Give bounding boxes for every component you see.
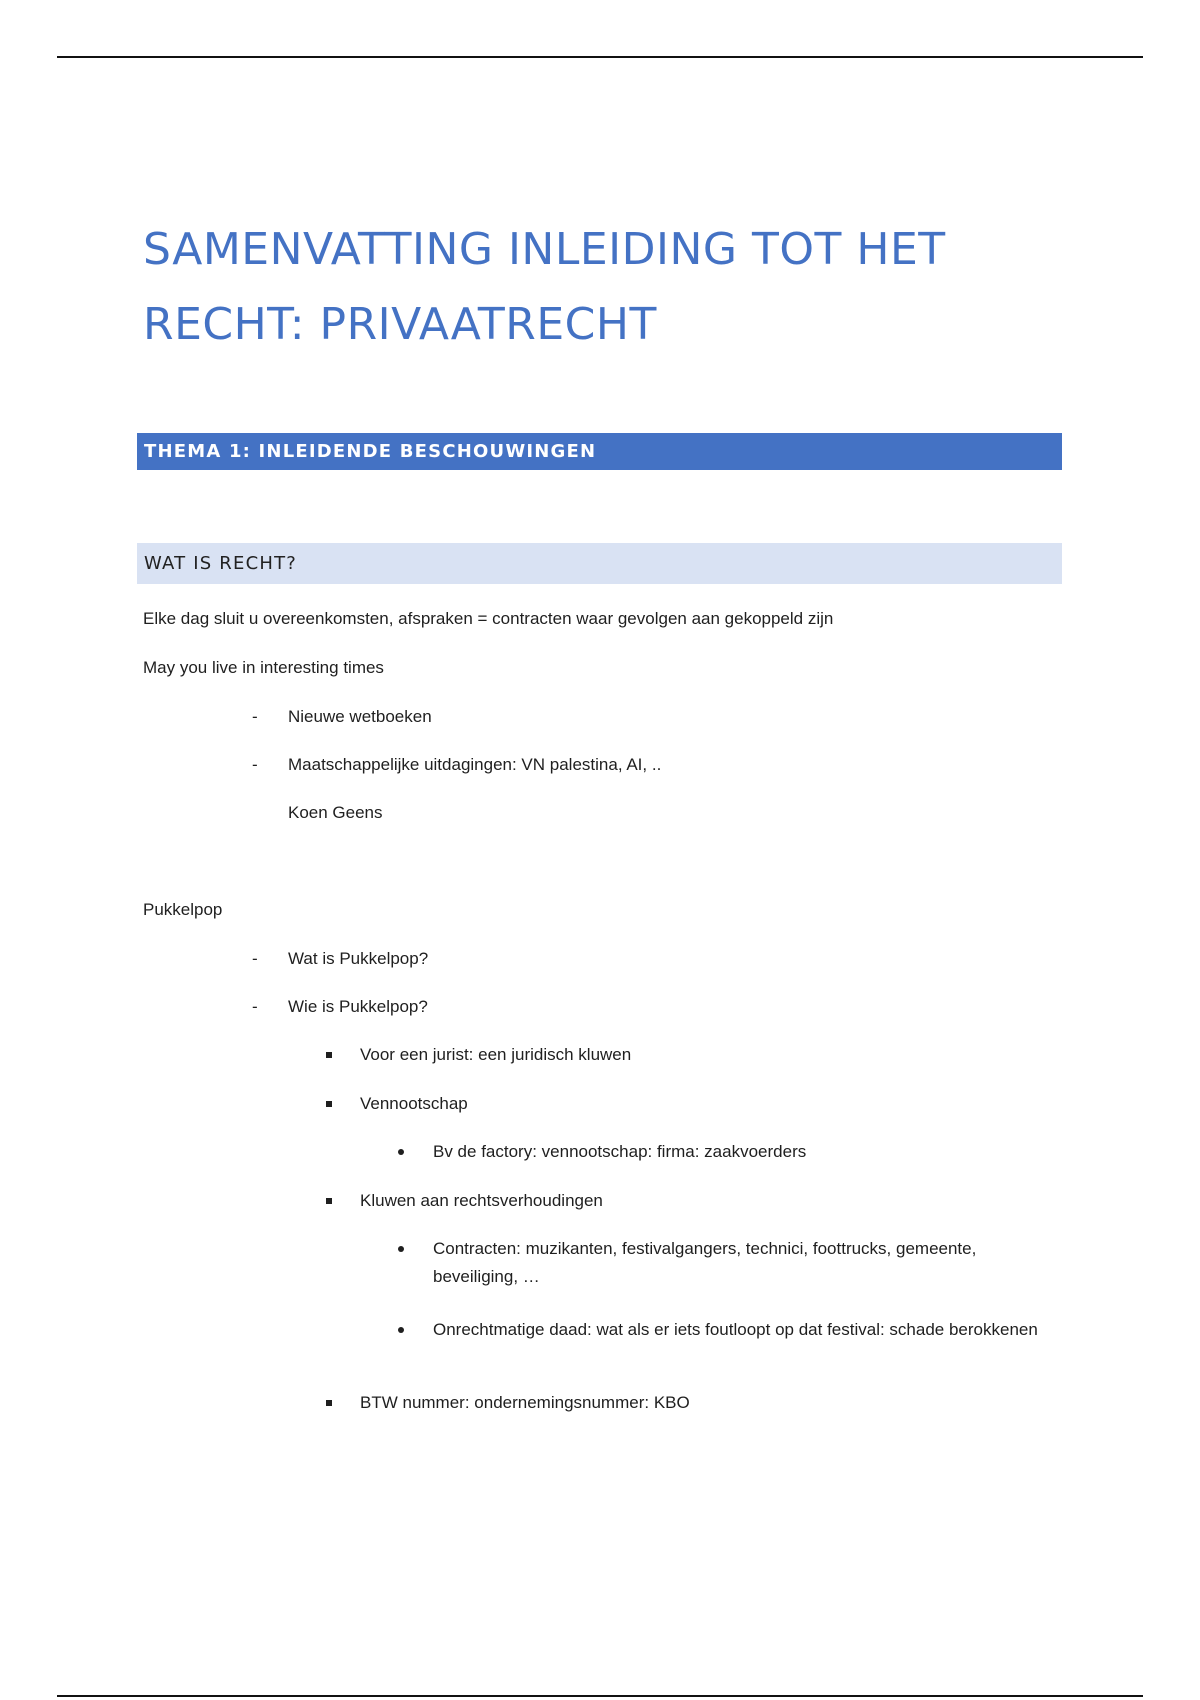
dash-bullet: - [252, 707, 258, 726]
sub-list-item: Kluwen aan rechtsverhoudingen [360, 1191, 603, 1210]
title-line-2: RECHT: PRIVAATRECHT [143, 299, 657, 350]
sub-sub-list-item: Onrechtmatige daad: wat als er iets foutloopt op dat festival: schade berokkenen [433, 1320, 1038, 1339]
dash-bullet: - [252, 949, 258, 968]
title-line-1: SAMENVATTING INLEIDING TOT HET [143, 224, 946, 275]
paragraph: May you live in interesting times [143, 658, 384, 677]
sub-sub-list-item: Contracten: muzikanten, festivalgangers, technici, foottrucks, gemeente, beveiliging, … [433, 1239, 977, 1286]
sub-list-item: Vennootschap [360, 1094, 468, 1113]
list-item: Wie is Pukkelpop? [288, 997, 428, 1016]
round-bullet-icon [398, 1149, 404, 1155]
section-heading: WAT IS RECHT? [137, 543, 1062, 584]
sub-list-item: BTW nummer: ondernemingsnummer: KBO [360, 1393, 690, 1412]
round-bullet-icon [398, 1246, 404, 1252]
sub-list-item: Voor een jurist: een juridisch kluwen [360, 1045, 632, 1064]
square-bullet-icon [326, 1052, 332, 1058]
square-bullet-icon [326, 1101, 332, 1107]
square-bullet-icon [326, 1198, 332, 1204]
document-title [143, 212, 1043, 362]
square-bullet-icon [326, 1400, 332, 1406]
list-item: Wat is Pukkelpop? [288, 949, 429, 968]
list-item: Maatschappelijke uitdagingen: VN palestina, AI, .. [288, 755, 662, 774]
sub-sub-list-item: Bv de factory: vennootschap: firma: zaakvoerders [433, 1142, 807, 1161]
header-rule [57, 56, 1143, 58]
theme-heading: THEMA 1: INLEIDENDE BESCHOUWINGEN [137, 433, 1062, 470]
round-bullet-icon [398, 1327, 404, 1333]
paragraph: Pukkelpop [143, 900, 223, 919]
dash-bullet: - [252, 755, 258, 774]
paragraph: Elke dag sluit u overeenkomsten, afspraken = contracten waar gevolgen aan gekoppeld zijn [143, 609, 834, 628]
dash-bullet: - [252, 997, 258, 1016]
footer-rule [57, 1695, 1143, 1697]
list-continuation: Koen Geens [288, 803, 383, 822]
list-item: Nieuwe wetboeken [288, 707, 432, 726]
